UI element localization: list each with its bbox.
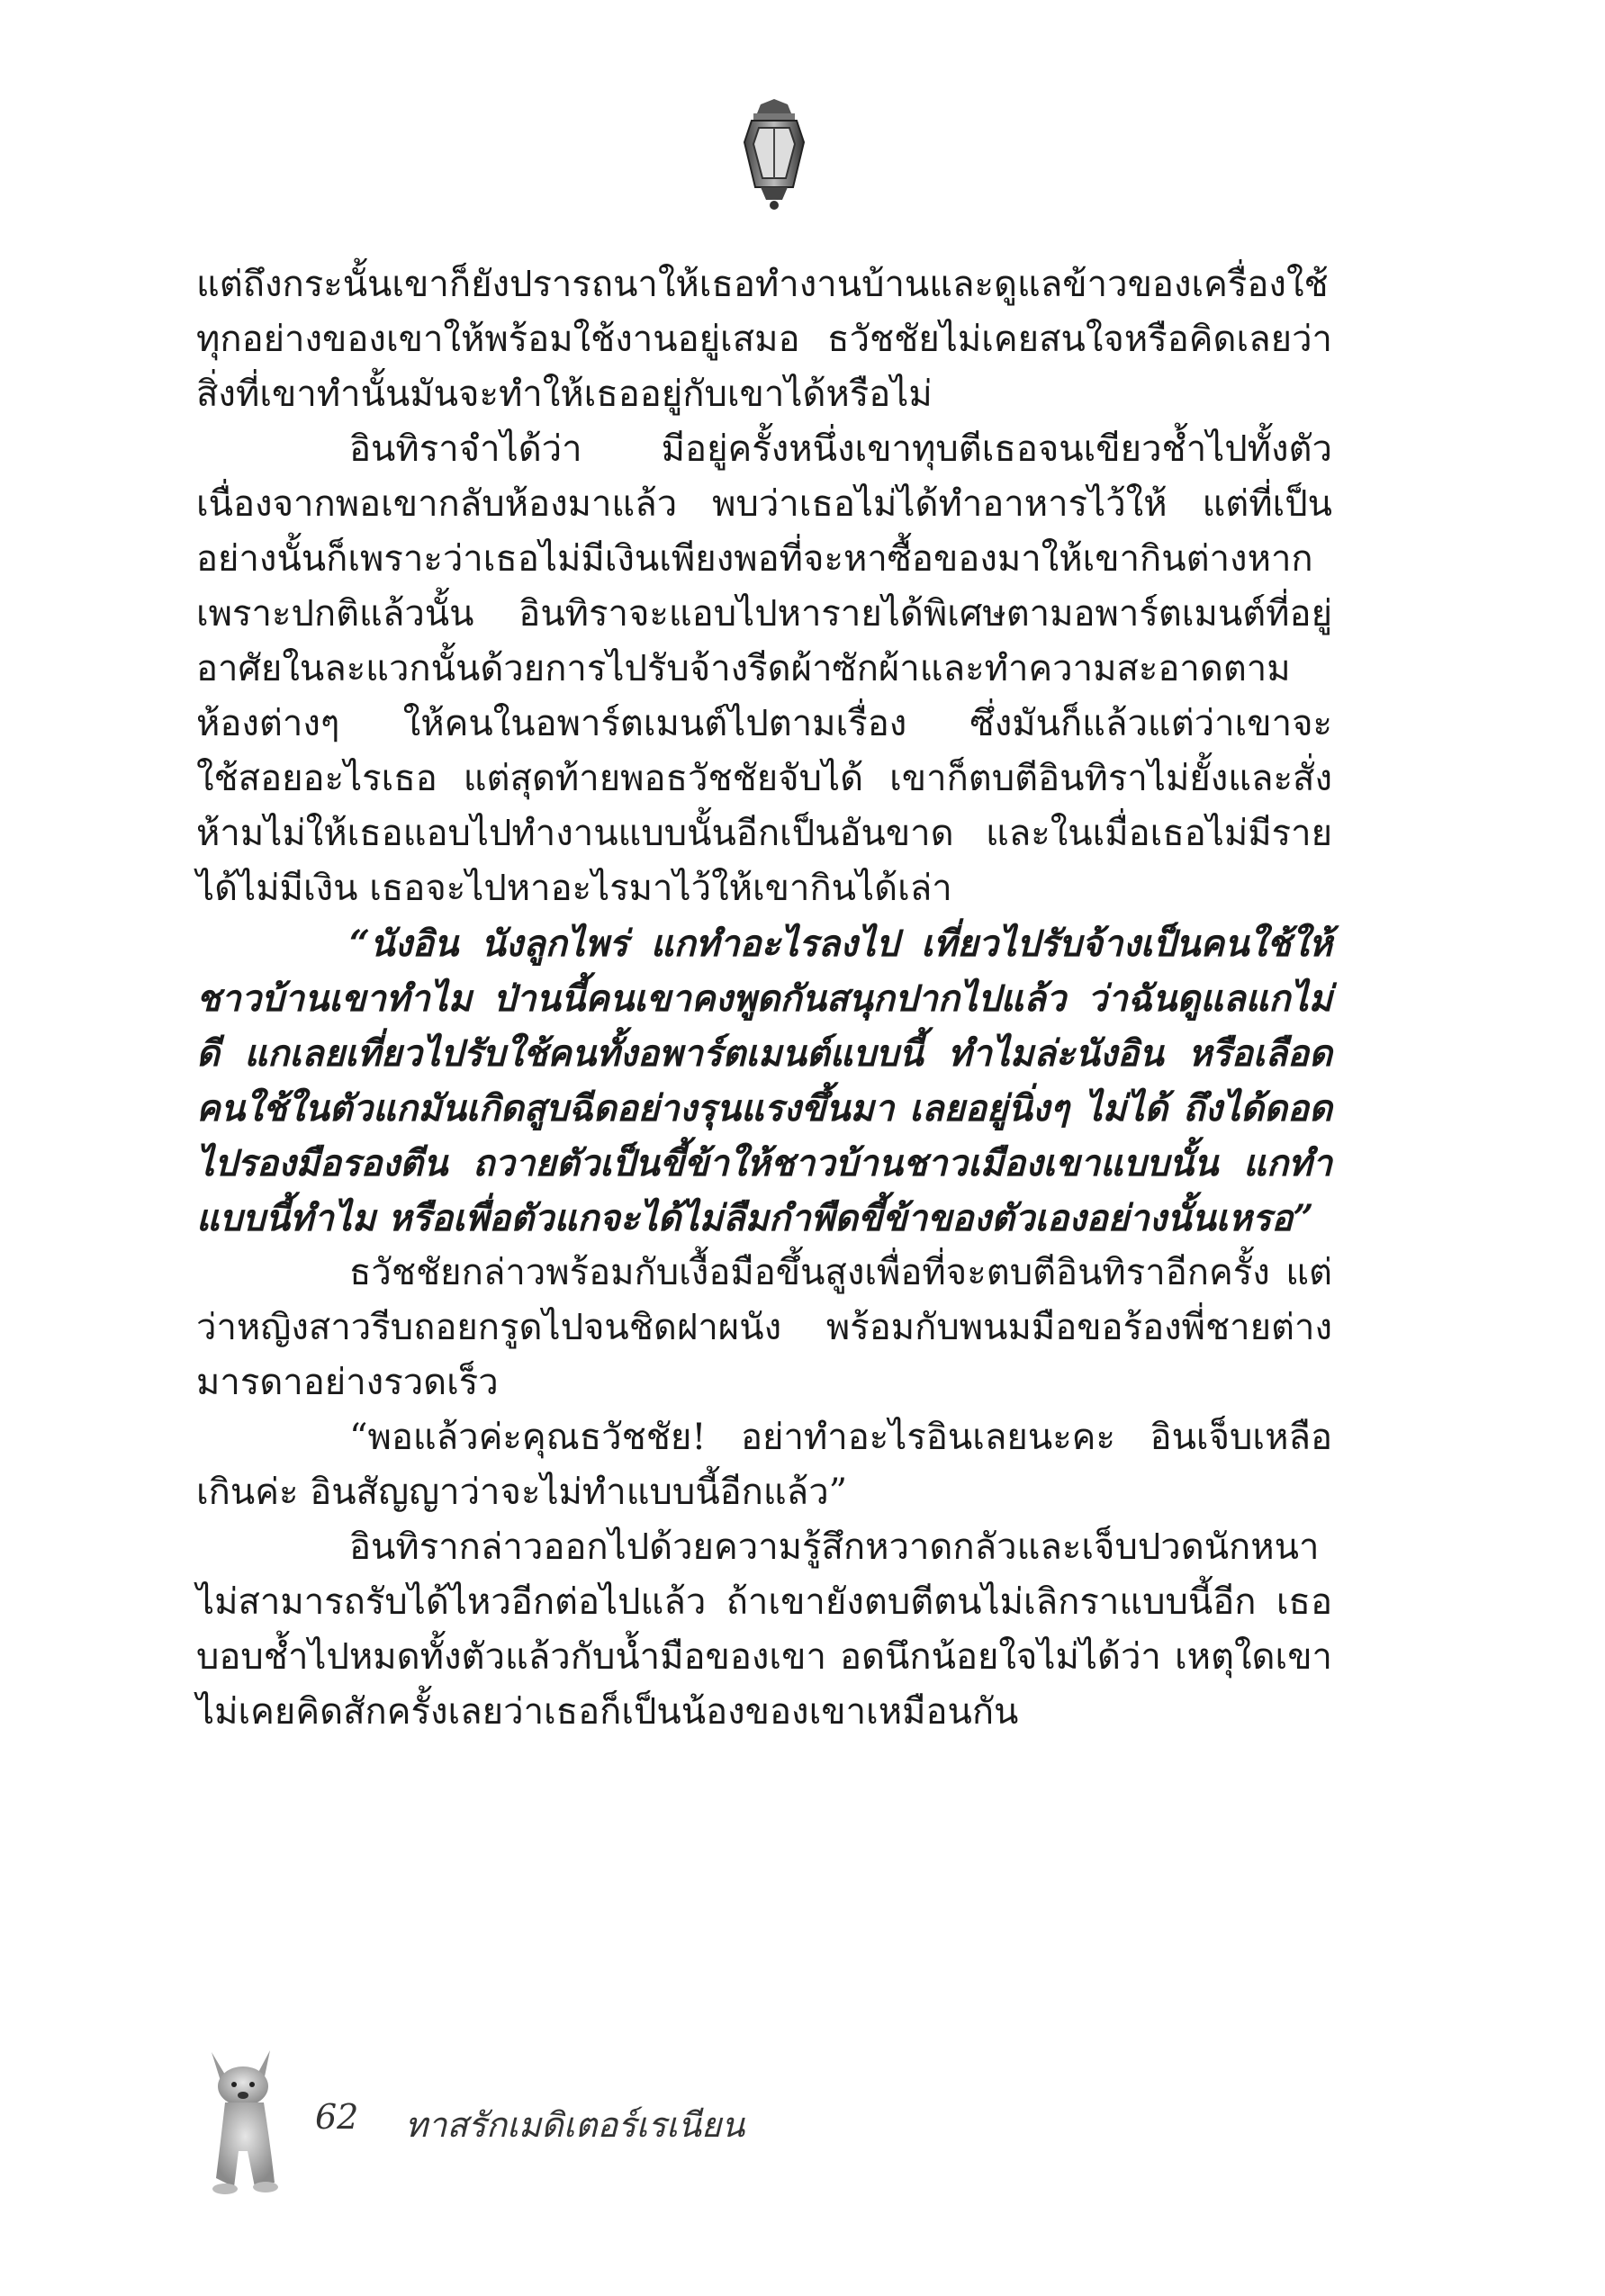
paragraph-2: อินทิราจำได้ว่า มีอยู่ครั้งหนึ่งเขาทุบตีเธอจนเขียวช้ำไปทั้งตัว เนื่องจากพอเขากลับห้องมาแล้ว พบว่าเธอไม่ได้ทำอาหารไว้ให้ แต่ที่เป็นอย่างนั้นก็เพราะว่าเธอไม่มีเงินเพียงพอที่จะหาซื้อของมาให้เขากินต่างหาก เพราะปกติแล้วนั้น อินทิราจะแอบไปหารายได้พิเศษตามอพาร์ตเมนต์ที่อยู่อาศัยในละแวกนั้นด้วยการไปรับจ้างรีดผ้าซักผ้าและทำความสะอาดตามห้องต่างๆ ให้คนในอพาร์ตเมนต์ไปตามเรื่อง ซึ่งมันก็แล้วแต่ว่าเขาจะใช้สอยอะไรเธอ แต่สุดท้ายพอธวัชชัยจับได้ เขาก็ตบตีอินทิราไม่ยั้งและสั่งห้ามไม่ให้เธอแอบไปทำงานแบบนั้นอีกเป็นอันขาด และในเมื่อเธอไม่มีรายได้ไม่มีเงิน เธอจะไปหาอะไรมาไว้ให้เขากินได้เล่า: [196, 428, 1332, 909]
paragraph-4: ธวัชชัยกล่าวพร้อมกับเงื้อมือขึ้นสูงเพื่อที่จะตบตีอินทิราอีกครั้ง แต่ว่าหญิงสาวรีบถอยกรูดไปจนชิดฝาผนัง พร้อมกับพนมมือขอร้องพี่ชายต่างมารดาอย่างรวดเร็ว: [196, 1252, 1332, 1403]
book-title: ทาสรักเมดิเตอร์เรเนียน: [405, 2105, 745, 2145]
page-number: 62: [315, 2097, 359, 2137]
paragraph-6: อินทิรากล่าวออกไปด้วยความรู้สึกหวาดกลัวและเจ็บปวดนักหนา ไม่สามารถรับได้ไหวอีกต่อไปแล้ว ถ้าเขายังตบตีตนไม่เลิกราแบบนี้อีก เธอบอบช้ำไปหมดทั้งตัวแล้วกับน้ำมือของเขา อดนึกน้อยใจไม่ได้ว่า เหตุใดเขาไม่เคยคิดสักครั้งเลยว่าเธอก็เป็นน้องของเขาเหมือนกัน: [196, 1526, 1332, 1733]
lantern-icon: [734, 97, 815, 214]
page-footer: [185, 2043, 745, 2196]
quote-paragraph: “นังอิน นังลูกไพร่ แกทำอะไรลงไป เที่ยวไปรับจ้างเป็นคนใช้ให้ชาวบ้านเขาทำไม ป่านนี้คนเขาคงพูดกันสนุกปากไปแล้ว ว่าฉันดูแลแกไม่ดี แกเลยเที่ยวไปรับใช้คนทั้งอพาร์ตเมนต์แบบนี้ ทำไมล่ะนังอิน หรือเลือดคนใช้ในตัวแกมันเกิดสูบฉีดอย่างรุนแรงขึ้นมา เลยอยู่นิ่งๆ ไม่ได้ ถึงได้ดอดไปรองมือรองตีน ถวายตัวเป็นขี้ข้าให้ชาวบ้านชาวเมืองเขาแบบนั้น แกทำแบบนี้ทำไม หรือเพื่อตัวแกจะได้ไม่ลืมกำพืดขี้ข้าของตัวเองอย่างนั้นเหรอ”: [196, 923, 1332, 1239]
body-text: [196, 257, 1332, 1740]
paragraph-1: แต่ถึงกระนั้นเขาก็ยังปรารถนาให้เธอทำงานบ้านและดูแลข้าวของเครื่องใช้ทุกอย่างของเขาให้พร้อมใช้งานอยู่เสมอ ธวัชชัยไม่เคยสนใจหรือคิดเลยว่า สิ่งที่เขาทำนั้นมันจะทำให้เธออยู่กับเขาได้หรือไม่: [196, 264, 1332, 415]
chihuahua-dog-image: [185, 2043, 311, 2196]
dialogue-paragraph: “พอแล้วค่ะคุณธวัชชัย! อย่าทำอะไรอินเลยนะคะ อินเจ็บเหลือเกินค่ะ อินสัญญาว่าจะไม่ทำแบบนี้อีกแล้ว”: [196, 1417, 1332, 1513]
